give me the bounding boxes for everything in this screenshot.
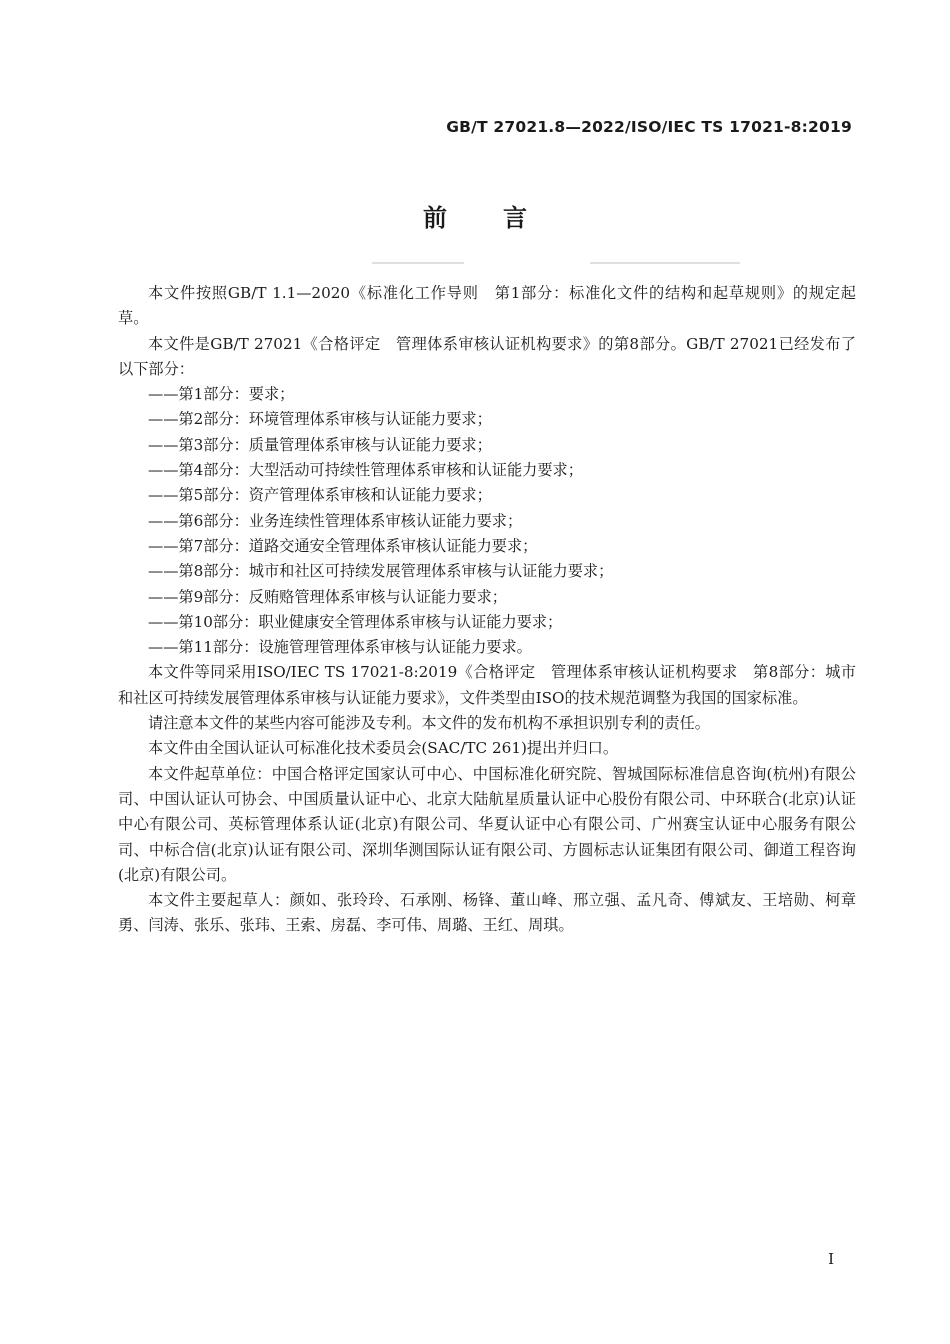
- list-item: ——第9部分：反贿赂管理体系审核与认证能力要求；: [148, 587, 507, 606]
- page-title: 前言: [423, 204, 583, 232]
- page-number: I: [828, 1250, 834, 1268]
- scan-artifact-right: [590, 262, 740, 264]
- list-item: ——第5部分：资产管理体系审核和认证能力要求；: [148, 486, 492, 505]
- standard-code: GB/T 27021.8—2022/ISO/IEC TS 17021-8:2019: [446, 118, 852, 136]
- adoption-paragraph: 本文件等同采用ISO/IEC TS 17021-8:2019《合格评定 管理体系审核认证机构要求 第8部分：城市和社区可持续发展管理体系审核与认证能力要求》，文件类型由ISO的技术规范调整为我国的国家标准。: [118, 663, 856, 707]
- list-item: ——第1部分：要求；: [148, 385, 295, 404]
- intro-paragraph-1: 本文件按照GB/T 1.1—2020《标准化工作导则 第1部分：标准化文件的结构和起草规则》的规定起草。: [118, 284, 856, 328]
- list-item: ——第7部分：道路交通安全管理体系审核认证能力要求；: [148, 536, 538, 555]
- list-item: ——第11部分：设施管理管理体系审核与认证能力要求。: [148, 638, 532, 657]
- patent-notice-paragraph: 请注意本文件的某些内容可能涉及专利。本文件的发布机构不承担识别专利的责任。: [148, 714, 710, 733]
- committee-paragraph: 本文件由全国认证认可标准化技术委员会(SAC/TC 261)提出并归口。: [148, 739, 619, 758]
- intro-paragraph-2: 本文件是GB/T 27021《合格评定 管理体系审核认证机构要求》的第8部分。GB/T 27021已经发布了以下部分：: [118, 334, 856, 378]
- foreword-body: [118, 281, 856, 939]
- parts-list: [118, 382, 856, 660]
- list-item: ——第10部分：职业健康安全管理体系审核与认证能力要求；: [148, 612, 563, 631]
- list-item: ——第2部分：环境管理体系审核与认证能力要求；: [148, 410, 492, 429]
- scan-artifact-left: [372, 262, 464, 264]
- list-item: ——第3部分：质量管理体系审核与认证能力要求；: [148, 435, 492, 454]
- drafting-units-paragraph: 本文件起草单位：中国合格评定国家认可中心、中国标准化研究院、智城国际标准信息咨询(杭州)有限公司、中国认证认可协会、中国质量认证中心、北京大陆航星质量认证中心股份有限公司、中环联合(北京)认证中心有限公司、英标管理体系认证(北京)有限公司、华夏认证中心有限公司、广州赛宝认证中心服务有限公司、中标合信(北京)认证有限公司、深圳华测国际认证有限公司、方圆标志认证集团有限公司、御道工程咨询(北京)有限公司。: [118, 764, 856, 884]
- list-item: ——第4部分：大型活动可持续性管理体系审核和认证能力要求；: [148, 461, 583, 480]
- list-item: ——第8部分：城市和社区可持续发展管理体系审核与认证能力要求；: [148, 562, 614, 581]
- drafters-paragraph: 本文件主要起草人：颜如、张玲玲、石承刚、杨锋、董山峰、邢立强、孟凡奇、傅斌友、王培勋、柯章勇、闫涛、张乐、张玮、王索、房磊、李可伟、周璐、王红、周琪。: [118, 891, 856, 935]
- list-item: ——第6部分：业务连续性管理体系审核认证能力要求；: [148, 511, 523, 530]
